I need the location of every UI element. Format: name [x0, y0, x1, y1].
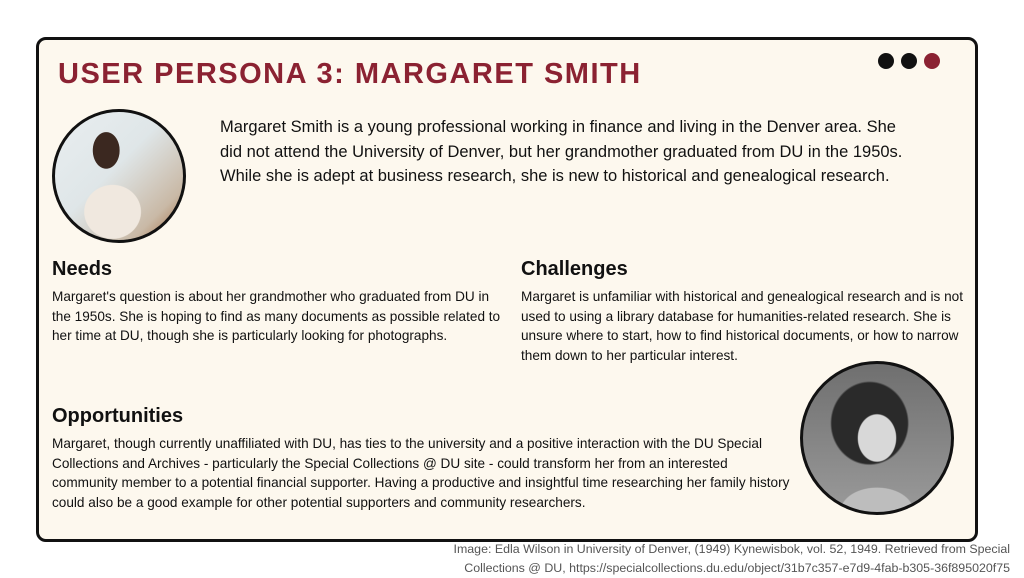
- historical-photo: [800, 361, 954, 515]
- caption-line: Image: Edla Wilson in University of Denver, (1949) Kynewisbok, vol. 52, 1949. Retrieved from Special: [453, 542, 1010, 556]
- challenges-body: Margaret is unfamiliar with historical and genealogical research and is not used to using a library database for humanities-related research. She is unsure where to start, how to find historical documents, or how to narrow them down to her particular interest.: [521, 289, 964, 363]
- opportunities-body: Margaret, though currently unaffiliated with DU, has ties to the university and a positive interaction with the DU Special Collections and Archives - particularly the Special Collections @ DU site - could transform her from an interested community member to a potential financial supporter. Having a productive and insightful time researching her family history could also be a good example for other potential supporters and community researchers.: [52, 436, 790, 510]
- dot-icon: [901, 53, 917, 69]
- page-title: USER PERSONA 3: MARGARET SMITH: [58, 58, 642, 90]
- challenges-heading: Challenges: [521, 258, 628, 280]
- dot-icon-accent: [924, 53, 940, 69]
- opportunities-heading: Opportunities: [52, 405, 184, 427]
- caption-line: Collections @ DU, https://specialcollections.du.edu/object/31b7c357-e7d9-4fab-b305-36f895020f75: [464, 561, 1010, 575]
- persona-photo: [52, 109, 186, 243]
- persona-intro: Margaret Smith is a young professional working in finance and living in the Denver area. She did not attend the University of Denver, but her grandmother graduated from DU in the 1950s. While she is adept at business research, she is new to historical and genealogical research.: [220, 118, 903, 185]
- needs-body: Margaret's question is about her grandmother who graduated from DU in the 1950s. She is hoping to find as many documents as possible related to her time at DU, though she is particularly looking for photographs.: [52, 289, 501, 344]
- decorative-dots: [878, 53, 940, 69]
- image-caption: [454, 540, 1010, 578]
- needs-heading: Needs: [52, 258, 113, 280]
- dot-icon: [878, 53, 894, 69]
